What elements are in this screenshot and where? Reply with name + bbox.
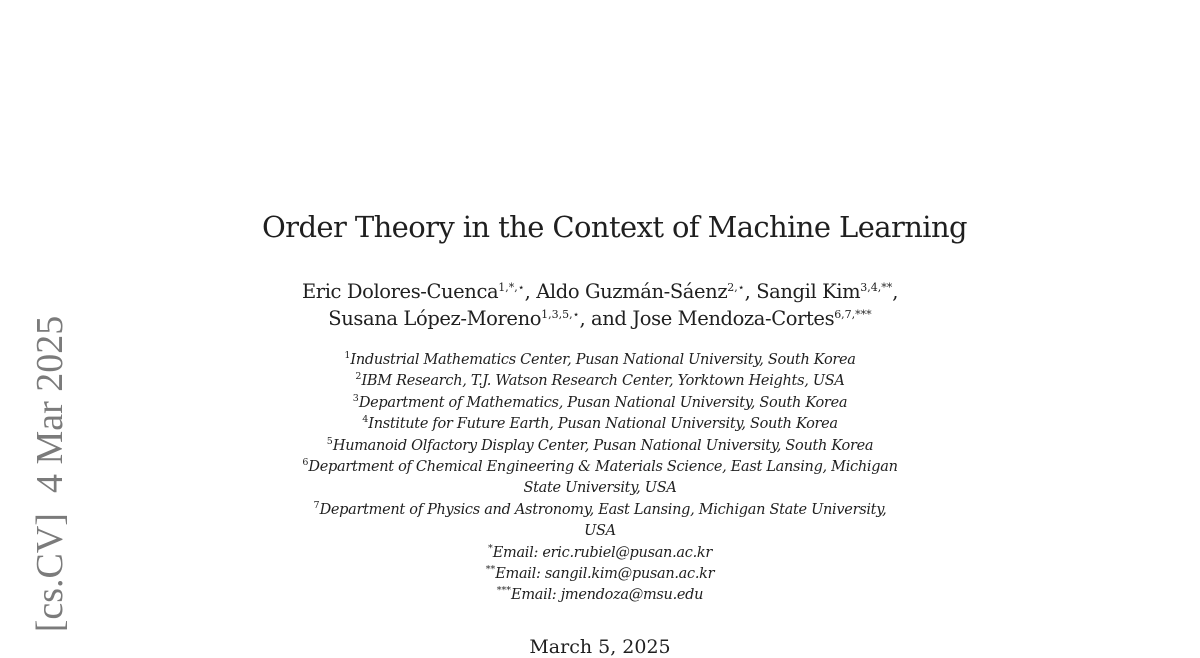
author-line-1: Eric Dolores-Cuenca$^{1,*,⋆}$, Aldo Guzmán-Sáenz$^{2,⋆}$, Sangil Kim$^{3,4,**}$,: [301, 280, 899, 303]
affiliation-continuation: USA: [584, 523, 616, 540]
author-name: Jose Mendoza-Cortes: [632, 307, 835, 330]
email-line: *Email: eric.rubiel@pusan.ac.kr: [487, 542, 713, 561]
affiliation: $^4$Institute for Future Earth, Pusan National University, South Korea: [362, 414, 838, 433]
email-line: ***Email: jmendoza@msu.edu: [496, 585, 704, 604]
affiliation-list: [262, 350, 938, 607]
paper-date: March 5, 2025: [529, 636, 671, 658]
arxiv-date: 4 Mar 2025: [29, 315, 71, 494]
author-name: Aldo Guzmán-Sáenz: [536, 280, 728, 303]
email-line: **Email: sangil.kim@pusan.ac.kr: [485, 564, 715, 583]
author-marks: 3,4,**: [860, 281, 893, 294]
author-name: Sangil Kim: [756, 280, 861, 303]
paper-title: Order Theory in the Context of Machine Learning: [262, 210, 968, 244]
author-marks: 6,7,***: [834, 308, 872, 321]
affiliation: $^5$Humanoid Olfactory Display Center, Pusan National University, South Korea: [326, 435, 874, 454]
author-line-2: Susana López-Moreno$^{1,3,5,⋆}$, and Jose Mendoza-Cortes$^{6,7,***}$: [328, 307, 872, 330]
arxiv-category: [cs.CV]: [29, 513, 71, 633]
author-name: Eric Dolores-Cuenca: [301, 280, 499, 303]
author-marks: 2,⋆: [727, 281, 745, 294]
author-marks: 1,*,⋆: [498, 281, 525, 294]
affiliation: $^2$IBM Research, T.J. Watson Research Center, Yorktown Heights, USA: [355, 371, 845, 390]
author-marks: 1,3,5,⋆: [541, 308, 580, 321]
author-name: Susana López-Moreno: [328, 307, 542, 330]
affiliation: $^7$Department of Physics and Astronomy, East Lansing, Michigan State University,: [313, 499, 887, 518]
affiliation-continuation: State University, USA: [523, 480, 677, 497]
author-list: [262, 278, 938, 332]
arxiv-sidebar-stamp: [28, 304, 72, 644]
affiliation: $^6$Department of Chemical Engineering & Materials Science, East Lansing, Michigan: [302, 457, 898, 476]
affiliation: $^3$Department of Mathematics, Pusan National University, South Korea: [352, 392, 848, 411]
affiliation: $^1$Industrial Mathematics Center, Pusan National University, South Korea: [344, 350, 856, 368]
